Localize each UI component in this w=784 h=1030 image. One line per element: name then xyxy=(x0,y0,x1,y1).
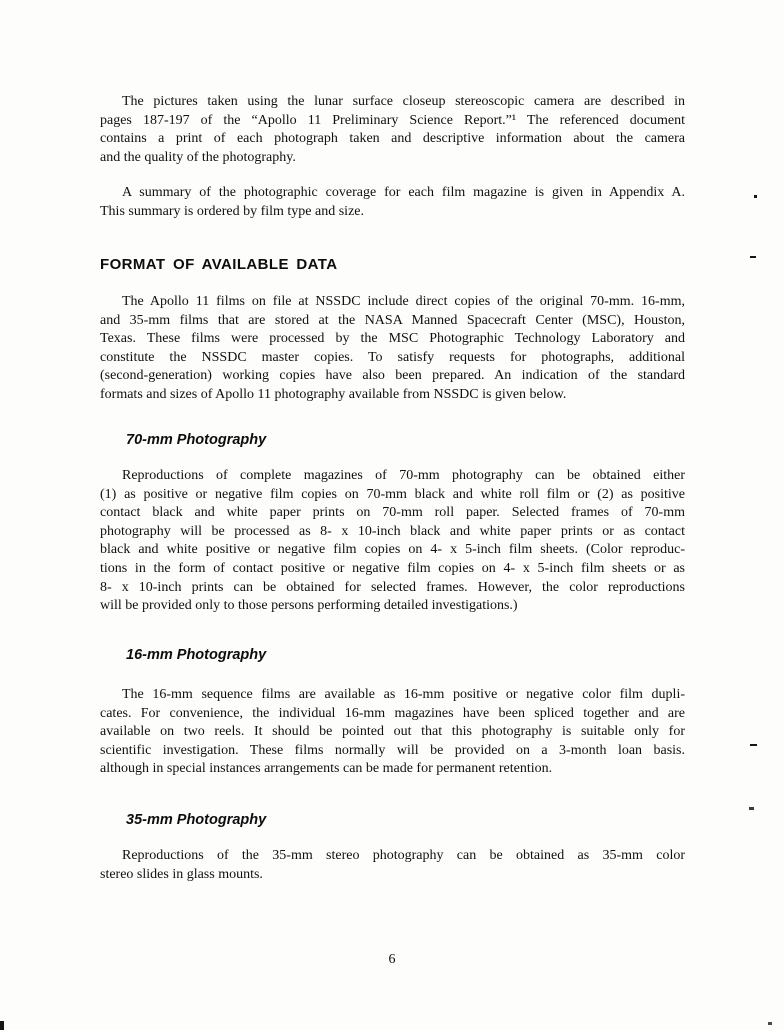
text-line: pages 187-197 of the “Apollo 11 Preliminary Science Report.”¹ The referenced document xyxy=(100,112,685,128)
scan-artifact-dash xyxy=(749,807,754,810)
text-line: photography will be processed as 8- x 10-inch black and white paper prints or as contact xyxy=(100,523,685,539)
text-line: tions in the form of contact positive or negative film copies on 4- x 5-inch film sheets or as xyxy=(100,560,685,576)
scan-artifact-corner xyxy=(0,1021,4,1030)
text-line: The 16-mm sequence films are available as 16-mm positive or negative color film dupli- xyxy=(122,687,685,702)
text-line: contains a print of each photograph taken and descriptive information about the camera xyxy=(100,131,685,147)
section-heading: FORMAT OF AVAILABLE DATA xyxy=(100,256,338,273)
text-line: (second-generation) working copies have also been prepared. An indication of the standard xyxy=(100,368,685,384)
page-number: 6 xyxy=(388,952,396,967)
scan-artifact-dash xyxy=(750,256,756,258)
paragraph-intro-1 xyxy=(100,93,685,167)
subsection-title-16mm: 16-mm Photography xyxy=(126,647,267,663)
text-line: Reproductions of complete magazines of 70-mm photography can be obtained either xyxy=(122,468,685,483)
text-line: formats and sizes of Apollo 11 photography available from NSSDC is given below. xyxy=(100,386,567,402)
text-line: will be provided only to those persons performing detailed investigations.) xyxy=(100,598,518,614)
paragraph-70mm xyxy=(100,467,685,616)
text-line: Reproductions of the 35-mm stereo photography can be obtained as 35-mm color xyxy=(122,848,685,863)
text-line: 8- x 10-inch prints can be obtained for selected frames. However, the color reproductions xyxy=(100,579,685,595)
paragraph-section-intro xyxy=(100,293,685,405)
paragraph-16mm xyxy=(100,686,685,779)
text-line: The Apollo 11 films on file at NSSDC include direct copies of the original 70-mm. 16-mm, xyxy=(122,294,685,309)
text-line: available on two reels. It should be pointed out that this photography is suitable only for xyxy=(100,724,685,740)
text-line: stereo slides in glass mounts. xyxy=(100,866,263,882)
text-line: and the quality of the photography. xyxy=(100,149,296,165)
scan-artifact-dash xyxy=(750,744,757,746)
text-line: This summary is ordered by film type and size. xyxy=(100,203,364,219)
scan-artifact-dot xyxy=(754,195,757,198)
paragraph-intro-2 xyxy=(100,184,685,221)
text-line: constitute the NSSDC master copies. To satisfy requests for photographs, additional xyxy=(100,349,685,365)
text-line: cates. For convenience, the individual 16-mm magazines have been spliced together and are xyxy=(100,705,685,721)
text-line: A summary of the photographic coverage for each film magazine is given in Appendix A. xyxy=(122,185,685,200)
text-line: (1) as positive or negative film copies on 70-mm black and white roll film or (2) as positive xyxy=(100,486,685,502)
text-line: The pictures taken using the lunar surface closeup stereoscopic camera are described in xyxy=(122,94,685,109)
text-line: and 35-mm films that are stored at the NASA Manned Spacecraft Center (MSC), Houston, xyxy=(100,312,685,328)
text-line: black and white positive or negative film copies on 4- x 5-inch film sheets. (Color reproduc- xyxy=(100,542,685,558)
text-line: Texas. These films were processed by the MSC Photographic Technology Laboratory and xyxy=(100,331,685,347)
subsection-title-70mm: 70-mm Photography xyxy=(126,432,267,448)
subsection-title-35mm: 35-mm Photography xyxy=(126,812,267,828)
text-line: scientific investigation. These films normally will be provided on a 3-month loan basis. xyxy=(100,742,685,758)
paragraph-35mm xyxy=(100,847,685,884)
text-line: contact black and white paper prints on 70-mm roll paper. Selected frames of 70-mm xyxy=(100,505,685,521)
scan-artifact-speck xyxy=(768,1022,772,1025)
text-line: although in special instances arrangements can be made for permanent retention. xyxy=(100,761,553,777)
